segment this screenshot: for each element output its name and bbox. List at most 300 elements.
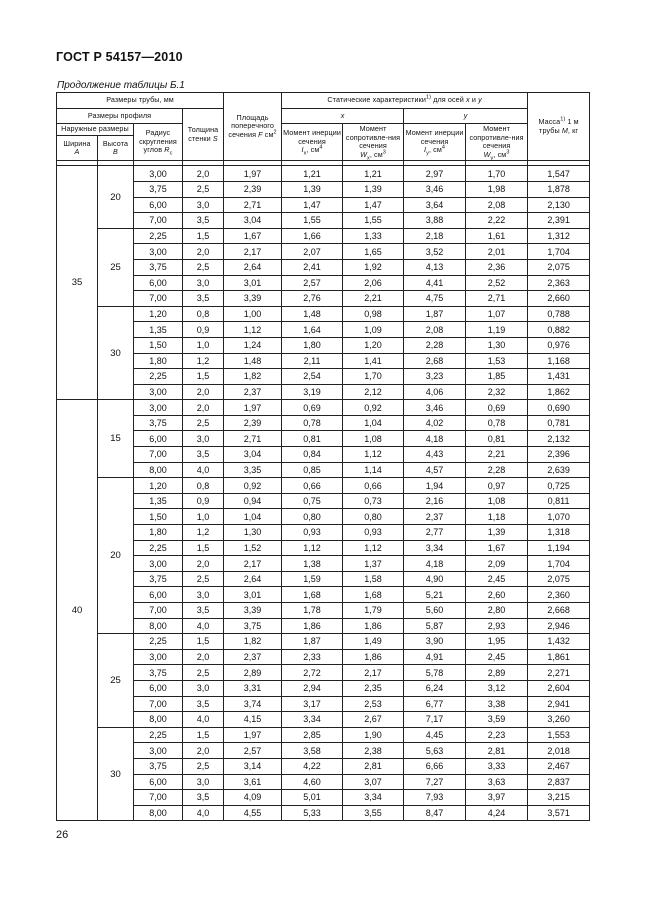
inertia-y-cell: 3,46 xyxy=(404,181,466,197)
mass-cell: 2,639 xyxy=(528,462,590,478)
mass-cell: 0,781 xyxy=(528,415,590,431)
radius-cell: 3,00 xyxy=(134,556,183,572)
area-cell: 2,17 xyxy=(224,244,282,260)
table-row xyxy=(57,369,590,385)
resist-y-cell: 2,22 xyxy=(466,213,528,229)
table-row xyxy=(57,525,590,541)
inertia-x-cell: 1,87 xyxy=(282,634,343,650)
wall-cell: 2,0 xyxy=(183,649,224,665)
resist-y-cell: 1,67 xyxy=(466,540,528,556)
resist-x-cell: 1,86 xyxy=(343,649,404,665)
inertia-x-cell: 2,54 xyxy=(282,369,343,385)
table-row xyxy=(57,462,590,478)
wall-cell: 0,8 xyxy=(183,306,224,322)
radius-cell: 1,50 xyxy=(134,337,183,353)
resist-x-cell: 1,65 xyxy=(343,244,404,260)
resist-x-cell: 1,12 xyxy=(343,540,404,556)
resist-x-cell: 2,12 xyxy=(343,384,404,400)
resist-y-cell: 2,89 xyxy=(466,665,528,681)
inertia-y-cell: 4,06 xyxy=(404,384,466,400)
table-row xyxy=(57,571,590,587)
radius-cell: 8,00 xyxy=(134,462,183,478)
area-cell: 2,39 xyxy=(224,181,282,197)
resist-y-cell: 1,95 xyxy=(466,634,528,650)
table-row xyxy=(57,353,590,369)
radius-cell: 2,25 xyxy=(134,634,183,650)
table-row xyxy=(57,275,590,291)
area-cell: 3,35 xyxy=(224,462,282,478)
resist-x-cell: 2,06 xyxy=(343,275,404,291)
area-cell: 3,39 xyxy=(224,291,282,307)
inertia-x-cell: 1,64 xyxy=(282,322,343,338)
wall-cell: 1,5 xyxy=(183,540,224,556)
wall-cell: 3,5 xyxy=(183,291,224,307)
resist-y-cell: 2,32 xyxy=(466,384,528,400)
mass-cell: 2,018 xyxy=(528,743,590,759)
inertia-y-cell: 4,18 xyxy=(404,556,466,572)
mass-cell: 2,130 xyxy=(528,197,590,213)
resist-x-cell: 1,49 xyxy=(343,634,404,650)
inertia-y-cell: 4,75 xyxy=(404,291,466,307)
inertia-y-cell: 3,88 xyxy=(404,213,466,229)
mass-cell: 2,075 xyxy=(528,571,590,587)
header-pipe-dims: Размеры трубы, мм xyxy=(57,93,224,109)
radius-cell: 1,20 xyxy=(134,306,183,322)
inertia-y-cell: 4,43 xyxy=(404,447,466,463)
inertia-x-cell: 2,76 xyxy=(282,291,343,307)
table-row xyxy=(57,618,590,634)
mass-cell: 0,788 xyxy=(528,306,590,322)
resist-y-cell: 1,61 xyxy=(466,228,528,244)
mass-cell: 2,363 xyxy=(528,275,590,291)
radius-cell: 3,75 xyxy=(134,758,183,774)
header-height: Высота B xyxy=(98,136,134,161)
inertia-y-cell: 4,45 xyxy=(404,727,466,743)
width-cell: 40 xyxy=(57,400,98,821)
resist-y-cell: 2,09 xyxy=(466,556,528,572)
table-row xyxy=(57,556,590,572)
area-cell: 3,04 xyxy=(224,447,282,463)
table-row xyxy=(57,197,590,213)
area-cell: 1,04 xyxy=(224,509,282,525)
wall-cell: 2,0 xyxy=(183,244,224,260)
radius-cell: 6,00 xyxy=(134,680,183,696)
inertia-x-cell: 1,59 xyxy=(282,571,343,587)
radius-cell: 8,00 xyxy=(134,712,183,728)
mass-cell: 1,862 xyxy=(528,384,590,400)
resist-y-cell: 1,53 xyxy=(466,353,528,369)
inertia-y-cell: 6,77 xyxy=(404,696,466,712)
radius-cell: 6,00 xyxy=(134,774,183,790)
radius-cell: 1,50 xyxy=(134,509,183,525)
mass-cell: 0,976 xyxy=(528,337,590,353)
resist-y-cell: 2,93 xyxy=(466,618,528,634)
mass-cell: 2,604 xyxy=(528,680,590,696)
table-row xyxy=(57,603,590,619)
height-cell: 30 xyxy=(98,727,134,821)
inertia-x-cell: 1,68 xyxy=(282,587,343,603)
radius-cell: 3,75 xyxy=(134,415,183,431)
wall-cell: 1,5 xyxy=(183,634,224,650)
resist-x-cell: 1,21 xyxy=(343,166,404,182)
height-cell: 25 xyxy=(98,228,134,306)
resist-y-cell: 2,81 xyxy=(466,743,528,759)
inertia-x-cell: 2,57 xyxy=(282,275,343,291)
radius-cell: 2,25 xyxy=(134,540,183,556)
mass-cell: 3,571 xyxy=(528,805,590,821)
resist-x-cell: 1,12 xyxy=(343,447,404,463)
inertia-y-cell: 3,34 xyxy=(404,540,466,556)
resist-x-cell: 2,21 xyxy=(343,291,404,307)
header-inertia-x: Момент инерции сечения $I_x$, $см^4$ xyxy=(282,124,343,161)
resist-x-cell: 0,73 xyxy=(343,493,404,509)
inertia-y-cell: 2,16 xyxy=(404,493,466,509)
inertia-y-cell: 3,23 xyxy=(404,369,466,385)
table-row xyxy=(57,322,590,338)
inertia-y-cell: 3,46 xyxy=(404,400,466,416)
wall-cell: 2,0 xyxy=(183,400,224,416)
radius-cell: 3,75 xyxy=(134,259,183,275)
radius-cell: 3,00 xyxy=(134,743,183,759)
table-row xyxy=(57,805,590,821)
mass-cell: 1,070 xyxy=(528,509,590,525)
radius-cell: 3,00 xyxy=(134,166,183,182)
area-cell: 3,04 xyxy=(224,213,282,229)
resist-y-cell: 1,07 xyxy=(466,306,528,322)
resist-y-cell: 3,63 xyxy=(466,774,528,790)
resist-x-cell: 1,86 xyxy=(343,618,404,634)
mass-cell: 2,396 xyxy=(528,447,590,463)
resist-y-cell: 0,78 xyxy=(466,415,528,431)
resist-x-cell: 0,66 xyxy=(343,478,404,494)
mass-cell: 2,391 xyxy=(528,213,590,229)
inertia-y-cell: 7,93 xyxy=(404,790,466,806)
resist-x-cell: 1,04 xyxy=(343,415,404,431)
resist-x-cell: 2,35 xyxy=(343,680,404,696)
inertia-y-cell: 1,87 xyxy=(404,306,466,322)
wall-cell: 3,0 xyxy=(183,197,224,213)
radius-cell: 1,20 xyxy=(134,478,183,494)
wall-cell: 3,0 xyxy=(183,774,224,790)
resist-y-cell: 2,36 xyxy=(466,259,528,275)
area-cell: 3,01 xyxy=(224,275,282,291)
radius-cell: 3,00 xyxy=(134,649,183,665)
area-cell: 1,97 xyxy=(224,400,282,416)
table-row xyxy=(57,634,590,650)
table-row xyxy=(57,696,590,712)
inertia-y-cell: 5,87 xyxy=(404,618,466,634)
mass-cell: 2,132 xyxy=(528,431,590,447)
area-cell: 1,97 xyxy=(224,166,282,182)
resist-y-cell: 2,21 xyxy=(466,447,528,463)
mass-cell: 2,946 xyxy=(528,618,590,634)
properties-table xyxy=(56,92,590,821)
table-row xyxy=(57,415,590,431)
area-cell: 1,48 xyxy=(224,353,282,369)
inertia-x-cell: 0,81 xyxy=(282,431,343,447)
inertia-x-cell: 0,85 xyxy=(282,462,343,478)
radius-cell: 7,00 xyxy=(134,696,183,712)
mass-cell: 0,725 xyxy=(528,478,590,494)
radius-cell: 3,75 xyxy=(134,571,183,587)
document-code: ГОСТ Р 54157—2010 xyxy=(56,50,183,64)
header-resist-x: Момент сопротивле-ния сечения $W_x$, $см^3$ xyxy=(343,124,404,161)
area-cell: 3,75 xyxy=(224,618,282,634)
table-row xyxy=(57,649,590,665)
resist-y-cell: 1,08 xyxy=(466,493,528,509)
table-row xyxy=(57,228,590,244)
radius-cell: 7,00 xyxy=(134,603,183,619)
table-row xyxy=(57,680,590,696)
resist-y-cell: 0,69 xyxy=(466,400,528,416)
inertia-x-cell: 0,84 xyxy=(282,447,343,463)
inertia-y-cell: 3,64 xyxy=(404,197,466,213)
radius-cell: 6,00 xyxy=(134,431,183,447)
inertia-x-cell: 1,80 xyxy=(282,337,343,353)
resist-y-cell: 2,52 xyxy=(466,275,528,291)
radius-cell: 3,75 xyxy=(134,181,183,197)
resist-x-cell: 1,41 xyxy=(343,353,404,369)
wall-cell: 2,5 xyxy=(183,181,224,197)
inertia-x-cell: 0,78 xyxy=(282,415,343,431)
resist-x-cell: 2,67 xyxy=(343,712,404,728)
table-row xyxy=(57,790,590,806)
inertia-x-cell: 2,94 xyxy=(282,680,343,696)
inertia-y-cell: 3,90 xyxy=(404,634,466,650)
wall-cell: 1,5 xyxy=(183,727,224,743)
inertia-y-cell: 8,47 xyxy=(404,805,466,821)
table-body xyxy=(57,161,590,821)
area-cell: 2,71 xyxy=(224,431,282,447)
radius-cell: 1,35 xyxy=(134,322,183,338)
mass-cell: 3,260 xyxy=(528,712,590,728)
table-header xyxy=(57,93,590,161)
resist-x-cell: 1,09 xyxy=(343,322,404,338)
inertia-y-cell: 4,91 xyxy=(404,649,466,665)
mass-cell: 1,553 xyxy=(528,727,590,743)
wall-cell: 3,5 xyxy=(183,603,224,619)
area-cell: 2,57 xyxy=(224,743,282,759)
inertia-x-cell: 2,07 xyxy=(282,244,343,260)
inertia-y-cell: 2,97 xyxy=(404,166,466,182)
table-row xyxy=(57,712,590,728)
area-cell: 2,17 xyxy=(224,556,282,572)
radius-cell: 1,35 xyxy=(134,493,183,509)
resist-y-cell: 1,85 xyxy=(466,369,528,385)
mass-cell: 1,704 xyxy=(528,244,590,260)
wall-cell: 3,0 xyxy=(183,587,224,603)
resist-y-cell: 3,38 xyxy=(466,696,528,712)
mass-cell: 0,690 xyxy=(528,400,590,416)
radius-cell: 7,00 xyxy=(134,213,183,229)
page-number: 26 xyxy=(56,829,69,841)
inertia-x-cell: 2,41 xyxy=(282,259,343,275)
wall-cell: 4,0 xyxy=(183,805,224,821)
table-row xyxy=(57,478,590,494)
inertia-x-cell: 1,12 xyxy=(282,540,343,556)
header-static: Статические характеристики$^{1)}$ для осей x и y xyxy=(282,93,528,109)
area-cell: 2,71 xyxy=(224,197,282,213)
header-mass: Масса$^{1)}$ 1 м трубы M, кг xyxy=(528,93,590,161)
wall-cell: 3,5 xyxy=(183,790,224,806)
inertia-y-cell: 4,02 xyxy=(404,415,466,431)
radius-cell: 6,00 xyxy=(134,197,183,213)
radius-cell: 7,00 xyxy=(134,291,183,307)
width-cell: 35 xyxy=(57,166,98,400)
resist-y-cell: 3,12 xyxy=(466,680,528,696)
wall-cell: 2,5 xyxy=(183,665,224,681)
mass-cell: 1,432 xyxy=(528,634,590,650)
resist-y-cell: 2,23 xyxy=(466,727,528,743)
mass-cell: 1,704 xyxy=(528,556,590,572)
mass-cell: 0,882 xyxy=(528,322,590,338)
wall-cell: 4,0 xyxy=(183,462,224,478)
mass-cell: 1,168 xyxy=(528,353,590,369)
mass-cell: 3,215 xyxy=(528,790,590,806)
mass-cell: 2,360 xyxy=(528,587,590,603)
radius-cell: 1,80 xyxy=(134,353,183,369)
inertia-y-cell: 6,66 xyxy=(404,758,466,774)
inertia-x-cell: 4,60 xyxy=(282,774,343,790)
area-cell: 3,39 xyxy=(224,603,282,619)
radius-cell: 7,00 xyxy=(134,790,183,806)
mass-cell: 1,312 xyxy=(528,228,590,244)
resist-y-cell: 0,97 xyxy=(466,478,528,494)
resist-y-cell: 1,39 xyxy=(466,525,528,541)
radius-cell: 2,25 xyxy=(134,727,183,743)
inertia-y-cell: 3,52 xyxy=(404,244,466,260)
table-row xyxy=(57,665,590,681)
inertia-y-cell: 4,18 xyxy=(404,431,466,447)
area-cell: 4,15 xyxy=(224,712,282,728)
mass-cell: 1,547 xyxy=(528,166,590,182)
resist-x-cell: 1,33 xyxy=(343,228,404,244)
table-row xyxy=(57,743,590,759)
area-cell: 4,55 xyxy=(224,805,282,821)
header-axis-y: y xyxy=(404,109,528,124)
height-cell: 20 xyxy=(98,166,134,228)
wall-cell: 2,5 xyxy=(183,571,224,587)
resist-x-cell: 3,55 xyxy=(343,805,404,821)
mass-cell: 1,861 xyxy=(528,649,590,665)
wall-cell: 2,5 xyxy=(183,758,224,774)
header-width: Ширина A xyxy=(57,136,98,161)
inertia-x-cell: 2,72 xyxy=(282,665,343,681)
inertia-y-cell: 2,68 xyxy=(404,353,466,369)
table-row xyxy=(57,587,590,603)
inertia-x-cell: 2,11 xyxy=(282,353,343,369)
table-row xyxy=(57,337,590,353)
resist-x-cell: 2,38 xyxy=(343,743,404,759)
inertia-y-cell: 2,28 xyxy=(404,337,466,353)
header-resist-y: Момент сопротивле-ния сечения $W_y$, $см^3$ xyxy=(466,124,528,161)
wall-cell: 0,9 xyxy=(183,493,224,509)
radius-cell: 6,00 xyxy=(134,275,183,291)
radius-cell: 7,00 xyxy=(134,447,183,463)
wall-cell: 0,9 xyxy=(183,322,224,338)
radius-cell: 2,25 xyxy=(134,369,183,385)
resist-y-cell: 3,59 xyxy=(466,712,528,728)
table-row xyxy=(57,431,590,447)
inertia-y-cell: 5,78 xyxy=(404,665,466,681)
resist-x-cell: 0,80 xyxy=(343,509,404,525)
area-cell: 4,09 xyxy=(224,790,282,806)
area-cell: 0,92 xyxy=(224,478,282,494)
inertia-x-cell: 0,80 xyxy=(282,509,343,525)
resist-x-cell: 1,14 xyxy=(343,462,404,478)
mass-cell: 2,668 xyxy=(528,603,590,619)
resist-x-cell: 3,34 xyxy=(343,790,404,806)
wall-cell: 0,8 xyxy=(183,478,224,494)
inertia-x-cell: 0,75 xyxy=(282,493,343,509)
resist-x-cell: 1,68 xyxy=(343,587,404,603)
radius-cell: 8,00 xyxy=(134,805,183,821)
height-cell: 15 xyxy=(98,400,134,478)
area-cell: 1,82 xyxy=(224,634,282,650)
inertia-y-cell: 4,41 xyxy=(404,275,466,291)
resist-y-cell: 2,08 xyxy=(466,197,528,213)
inertia-x-cell: 1,21 xyxy=(282,166,343,182)
inertia-x-cell: 3,17 xyxy=(282,696,343,712)
table-row xyxy=(57,306,590,322)
inertia-y-cell: 7,17 xyxy=(404,712,466,728)
header-radius: Радиус скругления углов $R_c$ xyxy=(134,124,183,161)
height-cell: 30 xyxy=(98,306,134,400)
inertia-x-cell: 0,66 xyxy=(282,478,343,494)
wall-cell: 2,0 xyxy=(183,743,224,759)
area-cell: 1,97 xyxy=(224,727,282,743)
area-cell: 0,94 xyxy=(224,493,282,509)
inertia-x-cell: 1,38 xyxy=(282,556,343,572)
resist-x-cell: 0,93 xyxy=(343,525,404,541)
wall-cell: 1,2 xyxy=(183,353,224,369)
resist-y-cell: 2,01 xyxy=(466,244,528,260)
radius-cell: 8,00 xyxy=(134,618,183,634)
mass-cell: 1,194 xyxy=(528,540,590,556)
inertia-x-cell: 1,47 xyxy=(282,197,343,213)
area-cell: 1,12 xyxy=(224,322,282,338)
table-row xyxy=(57,259,590,275)
wall-cell: 2,0 xyxy=(183,384,224,400)
table-row xyxy=(57,400,590,416)
resist-x-cell: 1,37 xyxy=(343,556,404,572)
resist-x-cell: 1,55 xyxy=(343,213,404,229)
table-row xyxy=(57,774,590,790)
inertia-y-cell: 6,24 xyxy=(404,680,466,696)
resist-y-cell: 1,70 xyxy=(466,166,528,182)
inertia-y-cell: 5,21 xyxy=(404,587,466,603)
table-row xyxy=(57,493,590,509)
radius-cell: 3,00 xyxy=(134,384,183,400)
wall-cell: 3,5 xyxy=(183,447,224,463)
area-cell: 3,31 xyxy=(224,680,282,696)
resist-y-cell: 2,28 xyxy=(466,462,528,478)
inertia-x-cell: 3,58 xyxy=(282,743,343,759)
resist-x-cell: 1,20 xyxy=(343,337,404,353)
inertia-x-cell: 1,55 xyxy=(282,213,343,229)
radius-cell: 1,80 xyxy=(134,525,183,541)
resist-y-cell: 4,24 xyxy=(466,805,528,821)
resist-x-cell: 1,08 xyxy=(343,431,404,447)
inertia-x-cell: 5,01 xyxy=(282,790,343,806)
inertia-x-cell: 1,66 xyxy=(282,228,343,244)
wall-cell: 1,0 xyxy=(183,337,224,353)
header-axis-x: x xyxy=(282,109,404,124)
resist-y-cell: 2,60 xyxy=(466,587,528,603)
wall-cell: 3,5 xyxy=(183,213,224,229)
radius-cell: 3,00 xyxy=(134,400,183,416)
resist-x-cell: 1,79 xyxy=(343,603,404,619)
